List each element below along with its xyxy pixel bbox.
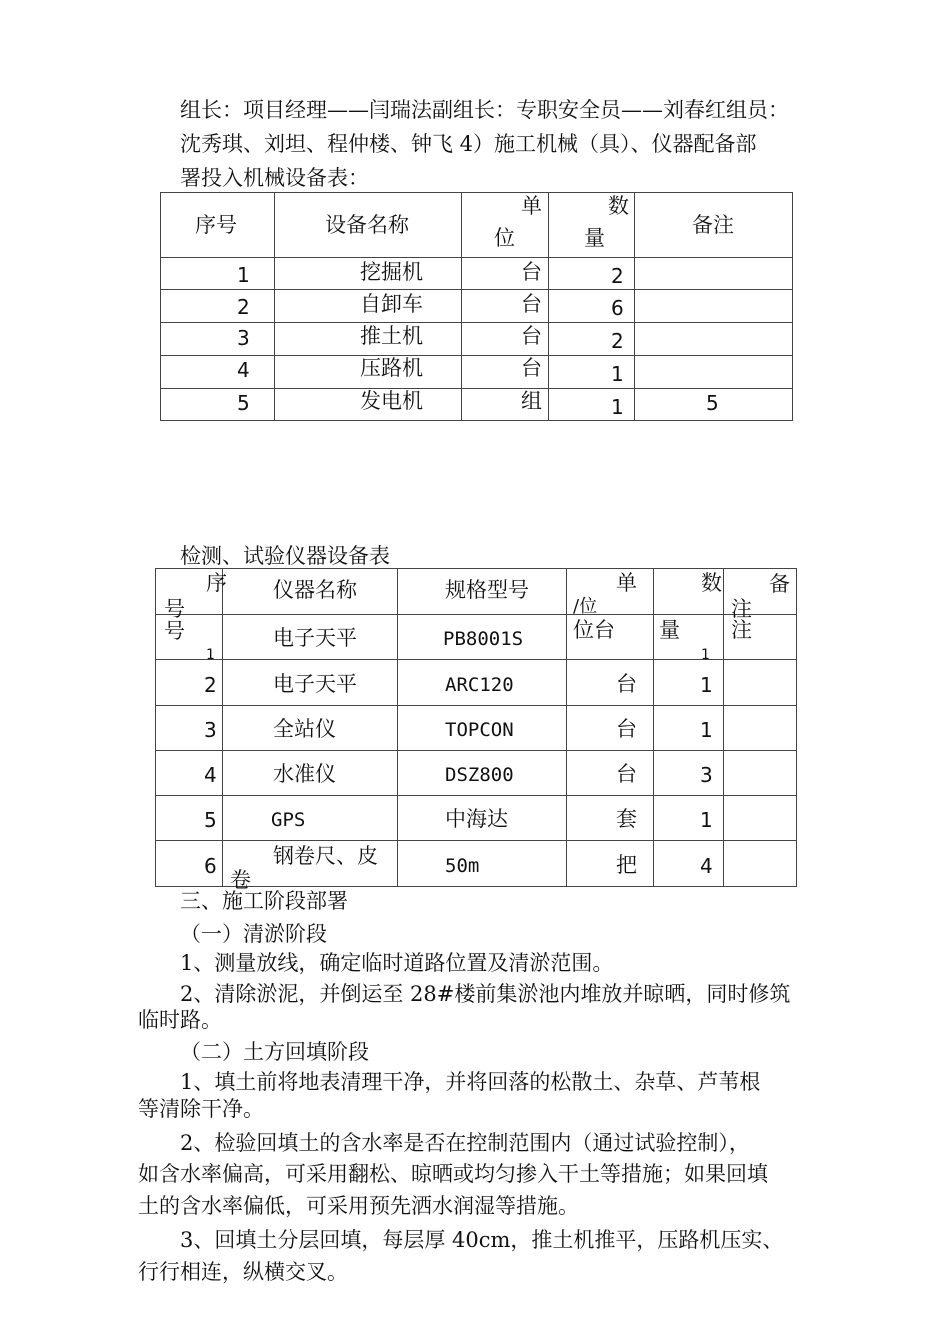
header-no: 序号 (195, 213, 237, 237)
row-5-remark: 5 (706, 391, 719, 415)
row-5-unit: 套 (616, 807, 637, 831)
row-6-name-bottom: 卷 (230, 868, 251, 892)
header-remark-top: 备 (769, 572, 790, 596)
row-5-spec: 中海达 (445, 807, 508, 831)
paragraph-4-line-3: 土的含水率偏低，可采用预先洒水润湿等措施。 (138, 1194, 579, 1218)
row-4-no: 4 (204, 763, 217, 787)
row-4-name: 水准仪 (273, 762, 336, 786)
header-spec: 规格型号 (445, 578, 529, 602)
header-no-top: 序 (206, 571, 227, 595)
instrument-table (155, 568, 797, 892)
row-4-unit: 台 (521, 356, 542, 380)
paragraph-2-line-1: 2、清除淤泥，并倒运至 28#楼前集淤池内堆放并晾晒，同时修筑 (180, 982, 791, 1006)
row-4-qty: 3 (700, 763, 713, 787)
row-3-name: 全站仪 (273, 717, 336, 741)
row-4-qty: 1 (611, 362, 624, 386)
row-5-no: 5 (237, 391, 250, 415)
intro-line-3: 署投入机械设备表： (180, 166, 369, 190)
row-4-spec: DSZ800 (445, 764, 514, 786)
paragraph-4-line-1: 2、检验回填土的含水率是否在控制范围内（通过试验控制）， (180, 1131, 750, 1155)
row-6-unit: 把 (616, 853, 637, 877)
paragraph-2-line-2: 临时路。 (138, 1008, 222, 1032)
row-1-name: 挖掘机 (360, 260, 423, 284)
row-3-qty: 1 (700, 718, 713, 742)
row-5-name: GPS (271, 809, 306, 831)
paragraph-5-line-1: 3、回填土分层回填，每层厚 40cm，推土机推平，压路机压实、 (180, 1228, 784, 1252)
header-remark: 备注 (692, 213, 734, 237)
header-remark-bottom: 注 (731, 597, 752, 621)
row-4-name: 压路机 (360, 356, 423, 380)
row-2-spec: ARC120 (445, 674, 514, 696)
row-6-spec: 50m (445, 855, 480, 877)
row-6-no: 6 (204, 854, 217, 878)
header-unit-bottom: 位 (494, 226, 515, 250)
row-4-no: 4 (237, 358, 250, 382)
intro-line-1: 组长：项目经理——闫瑞法副组长：专职安全员——刘春红组员： (180, 98, 789, 122)
row-5-unit: 组 (521, 389, 542, 413)
paragraph-5-line-2: 行行相连，纵横交叉。 (138, 1260, 348, 1284)
row-2-no: 2 (237, 295, 250, 319)
header-unit-top: 单 (521, 194, 542, 218)
header-qty-bottom: 量 (659, 618, 680, 642)
machinery-table (160, 192, 793, 421)
section-heading: 三、施工阶段部署 (180, 889, 348, 913)
row-5-qty: 1 (611, 395, 624, 419)
row-1-no: 1 (237, 263, 250, 287)
row-2-name: 电子天平 (273, 672, 357, 696)
header-unit-bottom: /位 (573, 596, 598, 617)
header-name: 仪器名称 (273, 578, 357, 602)
row-6-qty: 4 (700, 854, 713, 878)
row-3-unit: 台 (616, 717, 637, 741)
row-3-qty: 2 (611, 329, 624, 353)
row-2-name: 自卸车 (360, 292, 423, 316)
header-unit-top: 单 (616, 571, 637, 595)
row-2-qty: 1 (700, 673, 713, 697)
row-2-qty: 6 (611, 296, 624, 320)
row-3-unit: 台 (521, 324, 542, 348)
header-qty-top: 数 (608, 194, 629, 218)
row-1-qty: 2 (611, 264, 624, 288)
header-qty-bottom: 量 (584, 226, 605, 250)
row-3-no: 3 (237, 326, 250, 350)
header-unit-overflow: 位台 (573, 618, 615, 642)
subsection-1-heading: （一）清淤阶段 (180, 922, 327, 946)
paragraph-1: 1、测量放线，确定临时道路位置及清淤范围。 (180, 951, 614, 975)
row-2-unit: 台 (521, 292, 542, 316)
intro-line-2: 沈秀琪、刘坦、程仲楼、钟飞 4）施工机械（具）、仪器配备部 (180, 132, 757, 156)
row-5-no: 5 (204, 808, 217, 832)
row-1-spec: PB8001S (443, 628, 524, 650)
row-1-no: 1 (206, 647, 215, 663)
header-no-bottom: 号 (164, 597, 185, 621)
row-1-name: 电子天平 (273, 626, 357, 650)
row-1-unit: 台 (521, 260, 542, 284)
subsection-2-heading: （二）土方回填阶段 (180, 1040, 369, 1064)
row-6-name-top: 钢卷尺、皮 (273, 844, 378, 868)
header-name: 设备名称 (325, 213, 409, 237)
row-3-spec: TOPCON (445, 719, 514, 741)
row-5-qty: 1 (700, 808, 713, 832)
header-remark-overflow: 注 (731, 618, 752, 642)
row-1-qty: 1 (701, 647, 710, 663)
header-qty-top: 数 (701, 571, 722, 595)
paragraph-4-line-2: 如含水率偏高，可采用翻松、晾晒或均匀掺入干土等措施；如果回填 (138, 1162, 768, 1186)
instrument-table-title: 检测、试验仪器设备表 (180, 544, 390, 568)
row-4-unit: 台 (616, 762, 637, 786)
row-5-name: 发电机 (360, 389, 423, 413)
paragraph-3-line-2: 等清除干净。 (138, 1097, 264, 1121)
header-no-overflow: 号 (164, 619, 185, 643)
row-2-unit: 台 (616, 672, 637, 696)
row-3-no: 3 (204, 718, 217, 742)
row-3-name: 推土机 (360, 324, 423, 348)
row-2-no: 2 (204, 673, 217, 697)
paragraph-3-line-1: 1、填土前将地表清理干净，并将回落的松散土、杂草、芦苇根 (180, 1070, 761, 1094)
